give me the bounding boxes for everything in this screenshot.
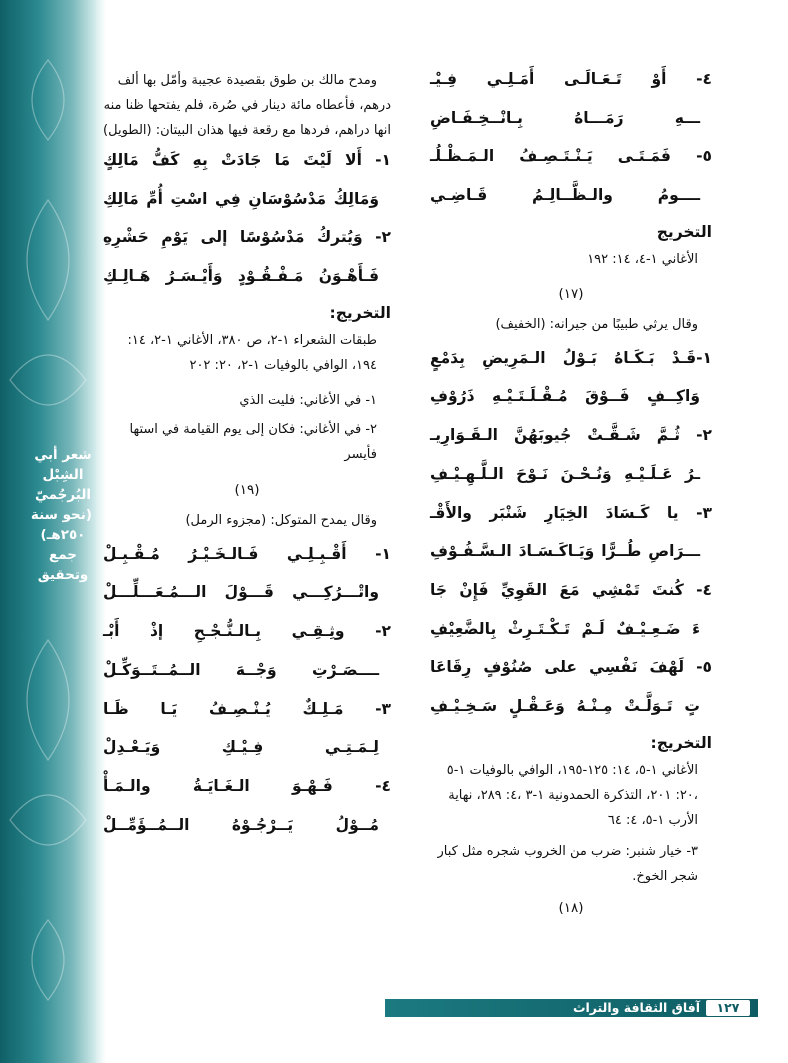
verse-line: ـرُ عَـلَـيْـهِ وَنُـحْـنَ نَـوْحَ الـلَّـهِـيْـفِ bbox=[430, 464, 700, 483]
verse-line: ءَ ضَـعِـيْـفٌ لَـمْ تَـكْـتَـرِثْ بِالضَّعِيْفِ bbox=[430, 619, 700, 638]
verse-line: ٥- لَهْفَ نَفْسِي على صُنُوْفٍ رِقَاعَا bbox=[430, 658, 712, 677]
side-title-line: شعر أبي bbox=[34, 447, 92, 463]
verse-line: لِـمَـتِـي فِـيْـكِ وَيَـعْـدِلْ bbox=[103, 738, 379, 757]
right-column bbox=[430, 62, 712, 923]
poem-intro: وقال يمدح المتوكل: (مجزوء الرمل) bbox=[185, 512, 377, 528]
verse-line: ــــصَـرْتِ وَجْــهَ الــمُــتَــوَكِّـلْ bbox=[103, 660, 379, 679]
verse-line: ـــهِ رَمَـــاهُ بِـانْــخِـفَـاضِ bbox=[430, 108, 700, 127]
verse-line: فَـأَهْـوَنُ مَـفْـقُـوْدٍ وَأَيْـسَـرُ هَـالِـكِ bbox=[103, 267, 379, 286]
page-number: ١٢٧ bbox=[706, 1000, 750, 1016]
footnote: ٢- في الأغاني: فكان إلى يوم القيامة في استها فأيسر bbox=[129, 421, 377, 462]
takhrij-text: طبقات الشعراء ١-٢، ص ٣٨٠، الأغاني ١-٢، ١٤: ١٩٤، الوافي بالوفيات ١-٢، ٢٠: ٢٠٢ bbox=[127, 332, 377, 373]
side-title-line: وتحقيق bbox=[37, 567, 89, 583]
poem-intro: ومدح مالك بن طوق بقصيدة عجيبة وأمّل بها ألف درهم، فأعطاه مائة دينار في صُرة، فلم يفتحها ظنا منه انها دراهم، فردها مع رقعة فيها هذان البيتان: (الطويل) bbox=[103, 73, 391, 138]
verse-line: ٤- كُنتَ تَمْشِي مَعَ القَوِيِّ فَإِنْ جَا bbox=[430, 580, 712, 599]
side-title-line: جمع bbox=[48, 547, 77, 563]
side-title-line: (نحو سنة bbox=[30, 507, 92, 523]
footnote: ٣- خيار شنبر: ضرب من الخروب شجره مثل كبار شجر الخوخ. bbox=[437, 843, 698, 884]
side-book-title bbox=[30, 445, 92, 585]
takhrij-heading: التخريج: bbox=[329, 303, 391, 322]
verse-line: تٍ تَـوَلَّـتْ مِـنْـهُ وَعَـقْـلٍ سَـخِـيْـفِ bbox=[430, 696, 700, 715]
verse-line: ـــرَاصِ طُــرًّا وَيَـاكَـسَـادَ الـسَّـفُـوْفِ bbox=[430, 542, 700, 561]
verse-line: مُــوْلُ يَــرْجُـوْهُ الــمُــؤَمِّــلْ bbox=[103, 815, 379, 834]
verse-line: وَمَالِكُ مَدْسُوْسَانِ فِي اسْتِ أُمِّ مَالِكِ bbox=[103, 189, 379, 208]
side-title-line: ٢٥٠هـ) bbox=[40, 527, 86, 543]
footer-bar bbox=[385, 999, 758, 1017]
verse-line: ١- أَلا لَيْتَ مَا جَادَتْ بِهِ كَفُّ مَالِكٍ bbox=[103, 151, 391, 169]
poem-number: (١٩) bbox=[234, 481, 260, 498]
poem-intro: وقال يرثي طبيبًا من جيرانه: (الخفيف) bbox=[495, 316, 698, 332]
verse-line: ٢- وثِـقِـي بِـالـنُّـجْـحِ إذْ أَبْـ bbox=[103, 622, 391, 641]
left-column bbox=[103, 68, 391, 846]
poem-number: (١٨) bbox=[558, 899, 584, 916]
takhrij-heading: التخريج bbox=[656, 222, 712, 241]
verse-line: ١-قَـدْ بَـكَـاهُ بَـوْلُ الـمَرِيضِ بِدَمْعٍ bbox=[430, 348, 712, 367]
verse-line: ــــومُ والـظَّــالِـمُ قَـاضِـي bbox=[430, 186, 700, 205]
side-title-line: الشِبْل bbox=[42, 467, 84, 483]
magazine-name: آفاق الثقافة والتراث bbox=[572, 1000, 700, 1015]
verse-line: ٣- مَـلِـكٌ يُـنْـصِـفُ يَـا ظَـا bbox=[103, 699, 391, 718]
verse-line: واتْـــرُكِـــي قَـــوْلَ الـــمُـعَـــلِّـــلْ bbox=[103, 583, 379, 602]
poem-number: (١٧) bbox=[558, 285, 584, 302]
takhrij-heading: التخريج: bbox=[650, 733, 712, 752]
verse-line: ٤- أَوْ تَـعَـالَـى أَمَـلِـي فِـيْـ bbox=[430, 70, 712, 88]
verse-line: ٤- فَـهْـوَ الـغَـايَـةُ والـمَـأْ bbox=[103, 776, 391, 795]
verse-line: ٥- فَمَـتَـى يَـنْـتَـصِـفُ الـمَـظْـلُـ bbox=[430, 147, 712, 166]
verse-line: ١- أَقْـبِـلِـي فَـالـخَـيْـرُ مُـقْـبِـلْ bbox=[103, 544, 391, 563]
verse-line: ٢- ثُـمَّ شَـقَّـتْ جُيوبَهُنَّ الـقَـوَارِيـ bbox=[430, 426, 712, 445]
takhrij-text: الأغاني ١-٥، ١٤: ١٢٥-١٩٥، الوافي بالوفيات ١-٥ ،٢٠: ٢٠١، التذكرة الحمدونية ١-٣ ،٤: ٢٨٩، نهاية الأرب ١-٥، ٤: ٦٤ bbox=[446, 762, 698, 828]
verse-line: ٣- يا كَـسَادَ الخِيَارِ شَنْبَر والأَقْـ bbox=[430, 503, 712, 522]
verse-line: ٢- وَيُتركُ مَدْسُوْسًا إلى يَوْمِ حَشْرِهِ bbox=[103, 228, 391, 247]
verse-line: وَاكِــفٍ فَــوْقَ مُـقْـلَـتَـيْـهِ ذَرُوْفِ bbox=[430, 387, 700, 406]
takhrij-text: الأغاني ١-٤، ١٤: ١٩٢ bbox=[587, 251, 698, 267]
side-title-line: البُرجُميّ bbox=[34, 487, 92, 503]
footnote: ١- في الأغاني: فليت الذي bbox=[239, 392, 377, 408]
page-footer bbox=[385, 999, 758, 1017]
